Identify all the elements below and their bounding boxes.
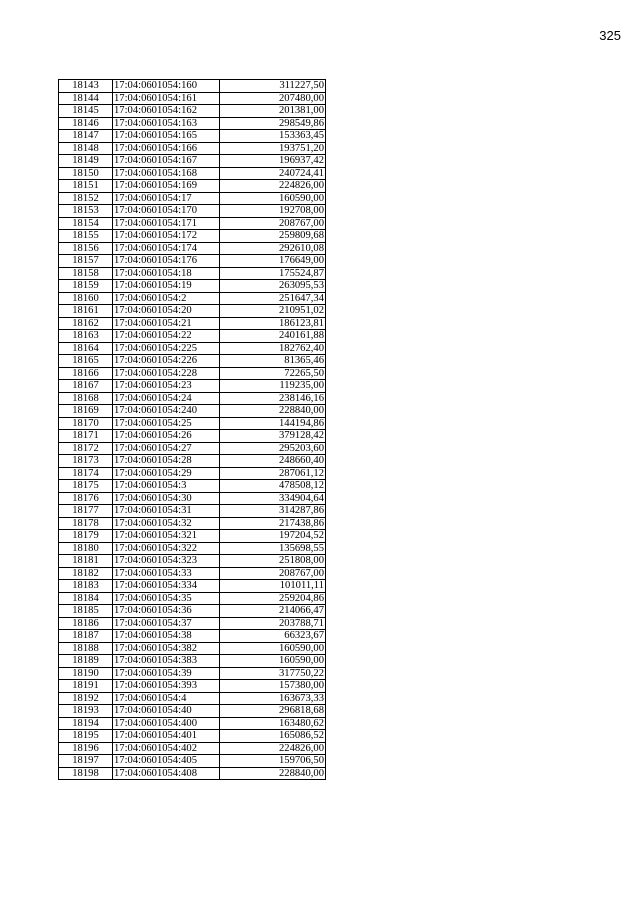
cadastral-number-cell: 17:04:0601054:31: [113, 505, 220, 518]
row-number-cell: 18158: [59, 267, 113, 280]
row-number-cell: 18154: [59, 217, 113, 230]
row-number-cell: 18171: [59, 430, 113, 443]
cadastral-number-cell: 17:04:0601054:405: [113, 755, 220, 768]
row-number-cell: 18162: [59, 317, 113, 330]
table-row: [59, 492, 326, 505]
value-cell: 263095,53: [220, 280, 326, 293]
table-row: [59, 405, 326, 418]
row-number-cell: 18164: [59, 342, 113, 355]
table-row: [59, 117, 326, 130]
table-row: [59, 505, 326, 518]
cadastral-number-cell: 17:04:0601054:382: [113, 642, 220, 655]
table-row: [59, 317, 326, 330]
value-cell: 224826,00: [220, 180, 326, 193]
cadastral-number-cell: 17:04:0601054:170: [113, 205, 220, 218]
table-row: [59, 167, 326, 180]
value-cell: 259204,86: [220, 592, 326, 605]
table-row: [59, 367, 326, 380]
table-row: [59, 155, 326, 168]
table-row: [59, 617, 326, 630]
row-number-cell: 18161: [59, 305, 113, 318]
cadastral-number-cell: 17:04:0601054:226: [113, 355, 220, 368]
table-row: [59, 105, 326, 118]
table-row: [59, 717, 326, 730]
table-row: [59, 192, 326, 205]
table-row: [59, 380, 326, 393]
table-row: [59, 555, 326, 568]
value-cell: 208767,00: [220, 217, 326, 230]
row-number-cell: 18177: [59, 505, 113, 518]
table-row: [59, 417, 326, 430]
value-cell: 210951,02: [220, 305, 326, 318]
row-number-cell: 18146: [59, 117, 113, 130]
cadastral-number-cell: 17:04:0601054:162: [113, 105, 220, 118]
value-cell: 208767,00: [220, 567, 326, 580]
row-number-cell: 18143: [59, 80, 113, 93]
row-number-cell: 18196: [59, 742, 113, 755]
cadastral-number-cell: 17:04:0601054:24: [113, 392, 220, 405]
row-number-cell: 18198: [59, 767, 113, 780]
table-row: [59, 755, 326, 768]
value-cell: 157380,00: [220, 680, 326, 693]
row-number-cell: 18170: [59, 417, 113, 430]
cadastral-number-cell: 17:04:0601054:172: [113, 230, 220, 243]
row-number-cell: 18152: [59, 192, 113, 205]
table-row: [59, 680, 326, 693]
value-cell: 238146,16: [220, 392, 326, 405]
row-number-cell: 18193: [59, 705, 113, 718]
cadastral-number-cell: 17:04:0601054:166: [113, 142, 220, 155]
row-number-cell: 18145: [59, 105, 113, 118]
cadastral-number-cell: 17:04:0601054:25: [113, 417, 220, 430]
value-cell: 186123,81: [220, 317, 326, 330]
cadastral-number-cell: 17:04:0601054:168: [113, 167, 220, 180]
table-row: [59, 292, 326, 305]
cadastral-number-cell: 17:04:0601054:27: [113, 442, 220, 455]
row-number-cell: 18156: [59, 242, 113, 255]
cadastral-number-cell: 17:04:0601054:225: [113, 342, 220, 355]
value-cell: 224826,00: [220, 742, 326, 755]
cadastral-number-cell: 17:04:0601054:171: [113, 217, 220, 230]
value-cell: 240161,88: [220, 330, 326, 343]
table-row: [59, 542, 326, 555]
row-number-cell: 18150: [59, 167, 113, 180]
value-cell: 296818,68: [220, 705, 326, 718]
row-number-cell: 18188: [59, 642, 113, 655]
table-row: [59, 267, 326, 280]
value-cell: 163480,62: [220, 717, 326, 730]
row-number-cell: 18160: [59, 292, 113, 305]
row-number-cell: 18176: [59, 492, 113, 505]
cadastral-number-cell: 17:04:0601054:36: [113, 605, 220, 618]
table-row: [59, 442, 326, 455]
cadastral-number-cell: 17:04:0601054:37: [113, 617, 220, 630]
value-cell: 192708,00: [220, 205, 326, 218]
cadastral-number-cell: 17:04:0601054:167: [113, 155, 220, 168]
cadastral-number-cell: 17:04:0601054:40: [113, 705, 220, 718]
row-number-cell: 18185: [59, 605, 113, 618]
cadastral-number-cell: 17:04:0601054:20: [113, 305, 220, 318]
table-row: [59, 742, 326, 755]
row-number-cell: 18183: [59, 580, 113, 593]
row-number-cell: 18159: [59, 280, 113, 293]
registry-table-body: [59, 80, 326, 780]
table-row: [59, 467, 326, 480]
row-number-cell: 18147: [59, 130, 113, 143]
cadastral-number-cell: 17:04:0601054:35: [113, 592, 220, 605]
row-number-cell: 18192: [59, 692, 113, 705]
cadastral-number-cell: 17:04:0601054:22: [113, 330, 220, 343]
table-row: [59, 342, 326, 355]
cadastral-number-cell: 17:04:0601054:163: [113, 117, 220, 130]
table-row: [59, 642, 326, 655]
row-number-cell: 18195: [59, 730, 113, 743]
cadastral-number-cell: 17:04:0601054:19: [113, 280, 220, 293]
cadastral-number-cell: 17:04:0601054:29: [113, 467, 220, 480]
cadastral-number-cell: 17:04:0601054:160: [113, 80, 220, 93]
row-number-cell: 18179: [59, 530, 113, 543]
cadastral-number-cell: 17:04:0601054:2: [113, 292, 220, 305]
table-row: [59, 355, 326, 368]
row-number-cell: 18163: [59, 330, 113, 343]
value-cell: 295203,60: [220, 442, 326, 455]
row-number-cell: 18148: [59, 142, 113, 155]
value-cell: 197204,52: [220, 530, 326, 543]
table-row: [59, 305, 326, 318]
row-number-cell: 18189: [59, 655, 113, 668]
value-cell: 251808,00: [220, 555, 326, 568]
value-cell: 207480,00: [220, 92, 326, 105]
value-cell: 193751,20: [220, 142, 326, 155]
value-cell: 379128,42: [220, 430, 326, 443]
value-cell: 248660,40: [220, 455, 326, 468]
row-number-cell: 18191: [59, 680, 113, 693]
value-cell: 317750,22: [220, 667, 326, 680]
cadastral-number-cell: 17:04:0601054:169: [113, 180, 220, 193]
cadastral-number-cell: 17:04:0601054:402: [113, 742, 220, 755]
row-number-cell: 18153: [59, 205, 113, 218]
table-row: [59, 242, 326, 255]
row-number-cell: 18151: [59, 180, 113, 193]
row-number-cell: 18187: [59, 630, 113, 643]
table-row: [59, 730, 326, 743]
row-number-cell: 18165: [59, 355, 113, 368]
cadastral-number-cell: 17:04:0601054:38: [113, 630, 220, 643]
value-cell: 176649,00: [220, 255, 326, 268]
cadastral-number-cell: 17:04:0601054:3: [113, 480, 220, 493]
table-row: [59, 630, 326, 643]
value-cell: 292610,08: [220, 242, 326, 255]
value-cell: 182762,40: [220, 342, 326, 355]
table-row: [59, 255, 326, 268]
table-row: [59, 767, 326, 780]
table-row: [59, 605, 326, 618]
cadastral-number-cell: 17:04:0601054:323: [113, 555, 220, 568]
cadastral-number-cell: 17:04:0601054:32: [113, 517, 220, 530]
row-number-cell: 18169: [59, 405, 113, 418]
row-number-cell: 18184: [59, 592, 113, 605]
table-row: [59, 705, 326, 718]
table-row: [59, 530, 326, 543]
row-number-cell: 18155: [59, 230, 113, 243]
cadastral-number-cell: 17:04:0601054:393: [113, 680, 220, 693]
value-cell: 119235,00: [220, 380, 326, 393]
value-cell: 298549,86: [220, 117, 326, 130]
cadastral-number-cell: 17:04:0601054:383: [113, 655, 220, 668]
value-cell: 217438,86: [220, 517, 326, 530]
value-cell: 144194,86: [220, 417, 326, 430]
table-row: [59, 80, 326, 93]
table-row: [59, 330, 326, 343]
table-row: [59, 430, 326, 443]
value-cell: 101011,11: [220, 580, 326, 593]
value-cell: 159706,50: [220, 755, 326, 768]
value-cell: 160590,00: [220, 655, 326, 668]
value-cell: 135698,55: [220, 542, 326, 555]
value-cell: 240724,41: [220, 167, 326, 180]
row-number-cell: 18168: [59, 392, 113, 405]
cadastral-number-cell: 17:04:0601054:39: [113, 667, 220, 680]
page-number: 325: [599, 28, 621, 43]
cadastral-number-cell: 17:04:0601054:174: [113, 242, 220, 255]
table-row: [59, 567, 326, 580]
table-row: [59, 517, 326, 530]
value-cell: 196937,42: [220, 155, 326, 168]
table-row: [59, 480, 326, 493]
row-number-cell: 18166: [59, 367, 113, 380]
table-row: [59, 392, 326, 405]
value-cell: 314287,86: [220, 505, 326, 518]
row-number-cell: 18194: [59, 717, 113, 730]
value-cell: 251647,34: [220, 292, 326, 305]
cadastral-number-cell: 17:04:0601054:26: [113, 430, 220, 443]
table-row: [59, 142, 326, 155]
table-row: [59, 692, 326, 705]
row-number-cell: 18157: [59, 255, 113, 268]
table-row: [59, 205, 326, 218]
table-row: [59, 130, 326, 143]
value-cell: 160590,00: [220, 642, 326, 655]
value-cell: 163673,33: [220, 692, 326, 705]
cadastral-number-cell: 17:04:0601054:334: [113, 580, 220, 593]
value-cell: 228840,00: [220, 767, 326, 780]
value-cell: 203788,71: [220, 617, 326, 630]
table-row: [59, 230, 326, 243]
table-row: [59, 592, 326, 605]
row-number-cell: 18178: [59, 517, 113, 530]
row-number-cell: 18175: [59, 480, 113, 493]
cadastral-number-cell: 17:04:0601054:240: [113, 405, 220, 418]
table-row: [59, 667, 326, 680]
row-number-cell: 18173: [59, 455, 113, 468]
cadastral-number-cell: 17:04:0601054:30: [113, 492, 220, 505]
cadastral-number-cell: 17:04:0601054:408: [113, 767, 220, 780]
cadastral-number-cell: 17:04:0601054:23: [113, 380, 220, 393]
table-row: [59, 180, 326, 193]
row-number-cell: 18149: [59, 155, 113, 168]
value-cell: 311227,50: [220, 80, 326, 93]
row-number-cell: 18144: [59, 92, 113, 105]
value-cell: 160590,00: [220, 192, 326, 205]
cadastral-number-cell: 17:04:0601054:176: [113, 255, 220, 268]
cadastral-number-cell: 17:04:0601054:21: [113, 317, 220, 330]
cadastral-number-cell: 17:04:0601054:400: [113, 717, 220, 730]
row-number-cell: 18186: [59, 617, 113, 630]
row-number-cell: 18197: [59, 755, 113, 768]
table-row: [59, 92, 326, 105]
table-row: [59, 217, 326, 230]
table-row: [59, 655, 326, 668]
cadastral-number-cell: 17:04:0601054:321: [113, 530, 220, 543]
value-cell: 175524,87: [220, 267, 326, 280]
cadastral-number-cell: 17:04:0601054:322: [113, 542, 220, 555]
cadastral-number-cell: 17:04:0601054:18: [113, 267, 220, 280]
table-row: [59, 280, 326, 293]
row-number-cell: 18180: [59, 542, 113, 555]
cadastral-number-cell: 17:04:0601054:401: [113, 730, 220, 743]
registry-table: [58, 79, 326, 780]
table-row: [59, 580, 326, 593]
value-cell: 72265,50: [220, 367, 326, 380]
value-cell: 214066,47: [220, 605, 326, 618]
cadastral-number-cell: 17:04:0601054:28: [113, 455, 220, 468]
value-cell: 66323,67: [220, 630, 326, 643]
value-cell: 478508,12: [220, 480, 326, 493]
row-number-cell: 18174: [59, 467, 113, 480]
cadastral-number-cell: 17:04:0601054:161: [113, 92, 220, 105]
value-cell: 259809,68: [220, 230, 326, 243]
cadastral-number-cell: 17:04:0601054:17: [113, 192, 220, 205]
cadastral-number-cell: 17:04:0601054:228: [113, 367, 220, 380]
row-number-cell: 18172: [59, 442, 113, 455]
cadastral-number-cell: 17:04:0601054:33: [113, 567, 220, 580]
value-cell: 201381,00: [220, 105, 326, 118]
cadastral-number-cell: 17:04:0601054:165: [113, 130, 220, 143]
value-cell: 228840,00: [220, 405, 326, 418]
cadastral-number-cell: 17:04:0601054:4: [113, 692, 220, 705]
value-cell: 287061,12: [220, 467, 326, 480]
value-cell: 334904,64: [220, 492, 326, 505]
row-number-cell: 18182: [59, 567, 113, 580]
row-number-cell: 18181: [59, 555, 113, 568]
value-cell: 81365,46: [220, 355, 326, 368]
row-number-cell: 18190: [59, 667, 113, 680]
value-cell: 165086,52: [220, 730, 326, 743]
table-row: [59, 455, 326, 468]
row-number-cell: 18167: [59, 380, 113, 393]
value-cell: 153363,45: [220, 130, 326, 143]
